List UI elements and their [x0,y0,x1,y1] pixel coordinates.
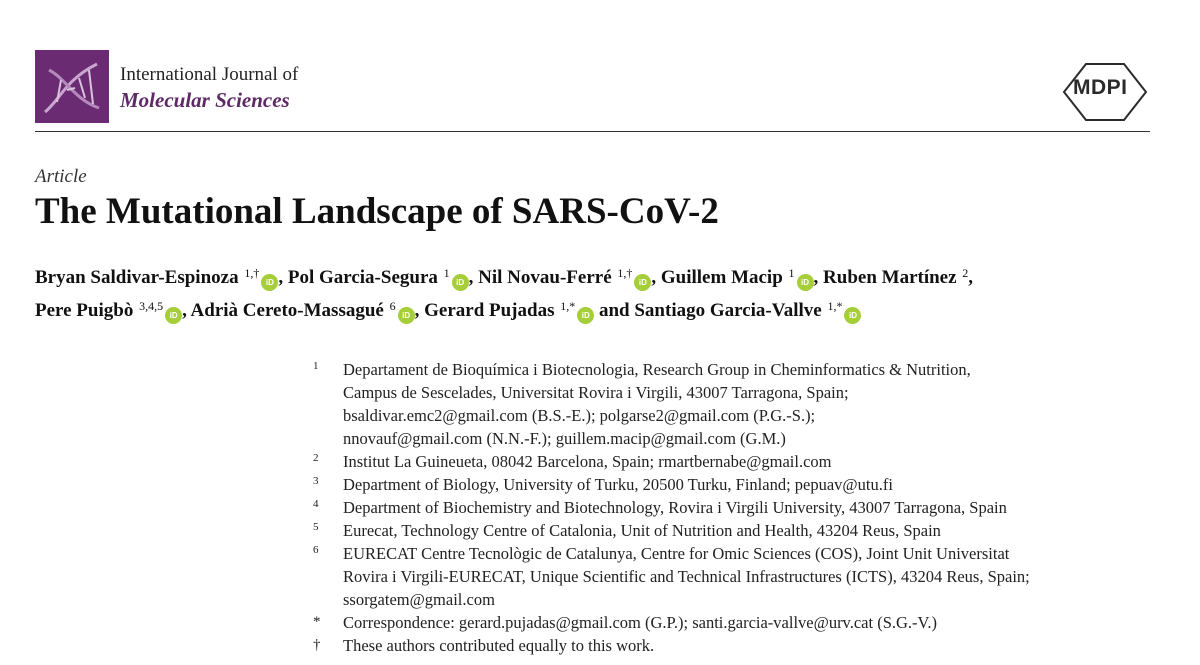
affiliation-text: EURECAT Centre Tecnològic de Catalunya, Centre for Omic Sciences (COS), Joint Unit Universitat [343,544,1010,563]
affiliation-item [300,358,1180,450]
journal-name-line1: International Journal of [120,64,299,85]
affiliation-text: Institut La Guineueta, 08042 Barcelona, Spain; rmartbernabe@gmail.com [343,452,832,471]
affiliation-marker: 2 [313,452,319,464]
author-affiliation-marker: 1,† [617,266,633,280]
affiliation-text: These authors contributed equally to this work. [343,636,655,655]
affiliation-text: Department of Biochemistry and Biotechnology, Rovira i Virgili University, 43007 Tarragona, Spain [343,498,1007,517]
author-affiliation-marker: 1,† [244,266,260,280]
affiliation-text: Correspondence: gerard.pujadas@gmail.com (G.P.); santi.garcia-vallve@urv.cat (S.G.-V.) [343,613,937,632]
orcid-icon[interactable]: iD [634,274,651,291]
author-affiliation-marker: 6 [389,299,396,313]
affiliation-marker: * [313,614,321,630]
dna-helix-icon [35,50,109,123]
author-name: Nil Novau-Ferré [478,267,617,288]
author-affiliation-marker: 1 [443,266,450,280]
author-name: Bryan Saldivar-Espinoza [35,267,244,288]
affiliation-item [300,519,1180,542]
affiliation-item [300,611,1180,634]
author-affiliation-marker: 1,* [827,299,843,313]
journal-name [120,63,298,113]
author-separator: , [468,267,479,288]
affiliation-text: Rovira i Virgili-EURECAT, Unique Scientific and Technical Infrastructures (ICTS), 43204 Reus, Spain; [343,567,1030,586]
affiliation-marker: 3 [313,475,319,487]
author-affiliation-marker: 1 [788,266,795,280]
orcid-icon[interactable]: iD [398,307,415,324]
author-list [35,259,1165,325]
publisher-logo [1060,62,1150,122]
affiliation-item [300,634,1180,657]
author-separator: , [813,267,824,288]
author-name: Pol Garcia-Segura [287,267,443,288]
header-divider [35,131,1150,132]
affiliation-marker: 1 [313,360,319,372]
author-name: Pere Puigbò [35,300,139,321]
orcid-icon[interactable]: iD [452,274,469,291]
author-name: Adrià Cereto-Massagué [190,300,389,321]
orcid-icon[interactable]: iD [844,307,861,324]
affiliation-item [300,496,1180,519]
author-name: Guillem Macip [660,267,788,288]
affiliation-text: Campus de Sescelades, Universitat Rovira i Virgili, 43007 Tarragona, Spain; [343,383,849,402]
affiliation-text: Departament de Bioquímica i Biotecnologia, Research Group in Cheminformatics & Nutrition, [343,360,971,379]
article-title: The Mutational Landscape of SARS-CoV-2 [35,191,719,232]
author-affiliation-marker: 1,* [560,299,576,313]
affiliation-text: Department of Biology, University of Turku, 20500 Turku, Finland; pepuav@utu.fi [343,475,893,494]
author-separator: , [414,300,425,321]
orcid-icon[interactable]: iD [797,274,814,291]
author-affiliation-marker: 3,4,5 [139,299,164,313]
affiliation-text: bsaldivar.emc2@gmail.com (B.S.-E.); polgarse2@gmail.com (P.G.-S.); [343,406,816,425]
orcid-icon[interactable]: iD [577,307,594,324]
author-name: Ruben Martínez [823,267,962,288]
affiliation-text: Eurecat, Technology Centre of Catalonia, Unit of Nutrition and Health, 43204 Reus, Spain [343,521,941,540]
journal-name-line2: Molecular Sciences [120,87,290,112]
affiliation-item [300,473,1180,496]
author-separator: , [182,300,191,321]
author-affiliation-marker: 2 [962,266,969,280]
author-name: Santiago Garcia-Vallve [634,300,827,321]
affiliation-marker: 5 [313,521,319,533]
affiliation-marker: 6 [313,544,319,556]
orcid-icon[interactable]: iD [165,307,182,324]
affiliation-marker: 4 [313,498,319,510]
affiliation-marker: † [313,637,321,653]
author-separator: , [651,267,661,288]
affiliation-text: nnovauf@gmail.com (N.N.-F.); guillem.macip@gmail.com (G.M.) [343,429,786,448]
journal-logo [35,50,109,123]
orcid-icon[interactable]: iD [261,274,278,291]
affiliations [300,358,1180,657]
author-separator: and [594,300,635,321]
author-separator: , [278,267,288,288]
author-separator: , [968,267,974,288]
affiliation-item [300,542,1180,611]
article-type: Article [35,166,87,187]
affiliation-text: ssorgatem@gmail.com [343,590,495,609]
author-name: Gerard Pujadas [424,300,560,321]
publisher-name: MDPI [1073,76,1128,99]
affiliation-item [300,450,1180,473]
